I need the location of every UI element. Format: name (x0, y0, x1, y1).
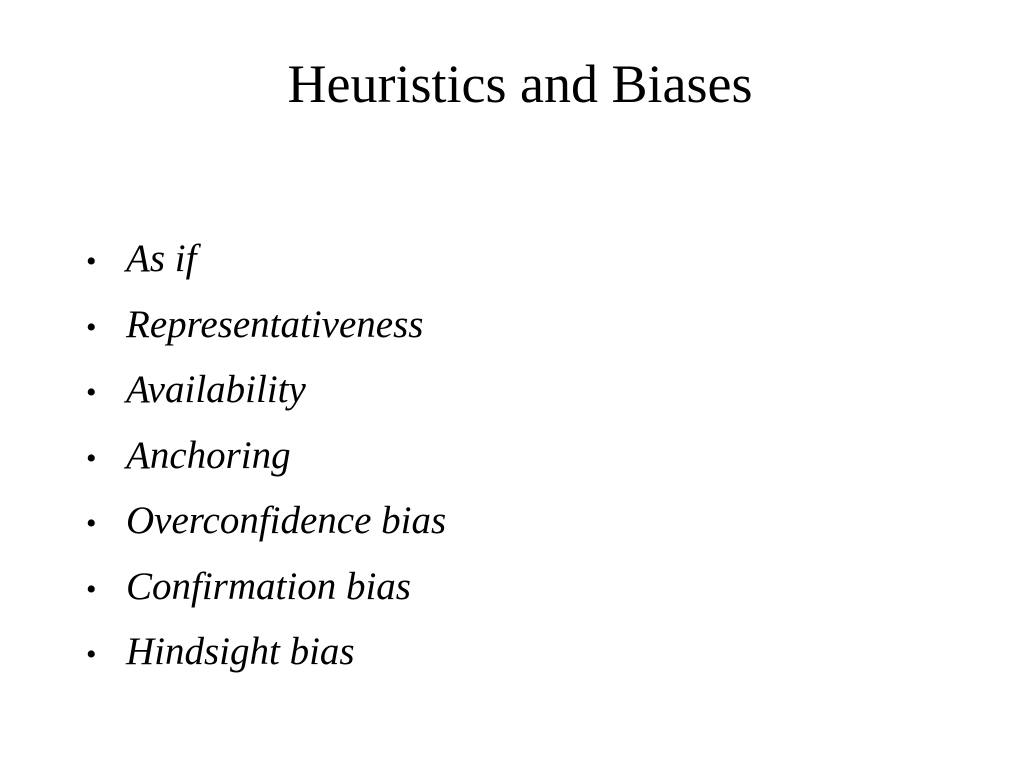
slide-title: Heuristics and Biases (287, 54, 753, 114)
bullet-text: Anchoring (126, 433, 291, 477)
bullet-icon: • (86, 441, 97, 475)
bullet-text: Representativeness (126, 302, 424, 346)
bullet-text: Overconfidence bias (126, 499, 447, 542)
bullet-text: Confirmation bias (126, 564, 411, 608)
bullet-text: Hindsight bias (126, 630, 355, 673)
bullet-item (86, 425, 446, 491)
bullet-text: As if (126, 237, 197, 280)
bullet-icon: • (86, 507, 97, 540)
bullet-item (86, 556, 446, 622)
bullet-item (86, 294, 446, 360)
bullet-icon: • (86, 638, 97, 671)
bullet-item (86, 490, 446, 556)
bullet-icon: • (86, 572, 97, 606)
bullet-item (86, 621, 446, 687)
bullet-icon: • (86, 245, 97, 278)
bullet-icon: • (86, 376, 97, 409)
bullet-list (86, 228, 446, 687)
bullet-item (86, 359, 446, 425)
bullet-icon: • (86, 310, 97, 344)
bullet-text: Availability (126, 368, 306, 411)
bullet-item (86, 228, 446, 294)
